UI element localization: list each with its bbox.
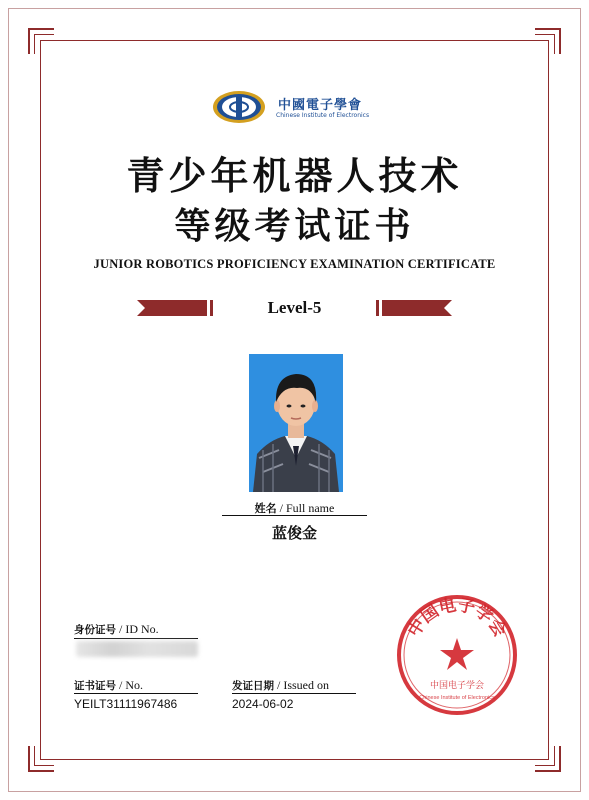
issue-date-label-en: / Issued on <box>274 678 329 692</box>
id-number-label <box>74 622 159 637</box>
full-name-label <box>0 500 589 516</box>
svg-text:中国电子学会: 中国电子学会 <box>404 595 510 641</box>
id-number-value-redacted <box>76 641 198 657</box>
full-name-label-en: / Full name <box>276 501 335 515</box>
certificate-number-label-cn: 证书证号 <box>74 680 116 692</box>
certificate-number-value: YEILT31111967486 <box>74 697 178 711</box>
org-name-cn: 中國電子學會 <box>278 98 363 113</box>
official-seal-stamp <box>394 592 520 718</box>
full-name-label-cn: 姓名 <box>254 502 277 515</box>
certificate-number-label-en: / No. <box>116 678 143 692</box>
issue-date-label <box>232 678 329 693</box>
issue-date-label-cn: 发证日期 <box>232 680 274 692</box>
org-name-en: Chinese Institute of Electronics <box>276 112 370 119</box>
corner-ornament-bottom-left <box>28 746 54 772</box>
certificate-title-english: JUNIOR ROBOTICS PROFICIENCY EXAMINATION CERTIFICATE <box>93 257 496 271</box>
organization-logo <box>212 90 382 126</box>
name-underline <box>222 515 367 516</box>
holder-photo <box>249 354 343 492</box>
issue-date-underline <box>232 693 356 694</box>
certificate-number-label <box>74 678 143 693</box>
certificate-number-underline <box>74 693 198 694</box>
id-number-underline <box>74 638 198 639</box>
svg-text:中国电子学会: 中国电子学会 <box>429 681 485 691</box>
certificate-title-line1: 青少年机器人技术 <box>126 153 463 198</box>
cie-emblem-icon <box>212 90 266 124</box>
full-name-value: 蓝俊金 <box>271 524 317 542</box>
issue-date-value: 2024-06-02 <box>232 697 294 711</box>
corner-ornament-bottom-right <box>535 746 561 772</box>
id-number-label-en: / ID No. <box>116 622 159 636</box>
ribbon-right-ornament <box>372 300 452 316</box>
id-number-label-cn: 身份证号 <box>74 624 116 636</box>
certificate-title-line2: 等级考试证书 <box>174 205 415 247</box>
level-text: Level-5 <box>267 298 322 317</box>
svg-text:Chinese Institute of Electroni: Chinese Institute of Electronics <box>419 695 495 701</box>
corner-ornament-top-left <box>28 28 54 54</box>
corner-ornament-top-right <box>535 28 561 54</box>
